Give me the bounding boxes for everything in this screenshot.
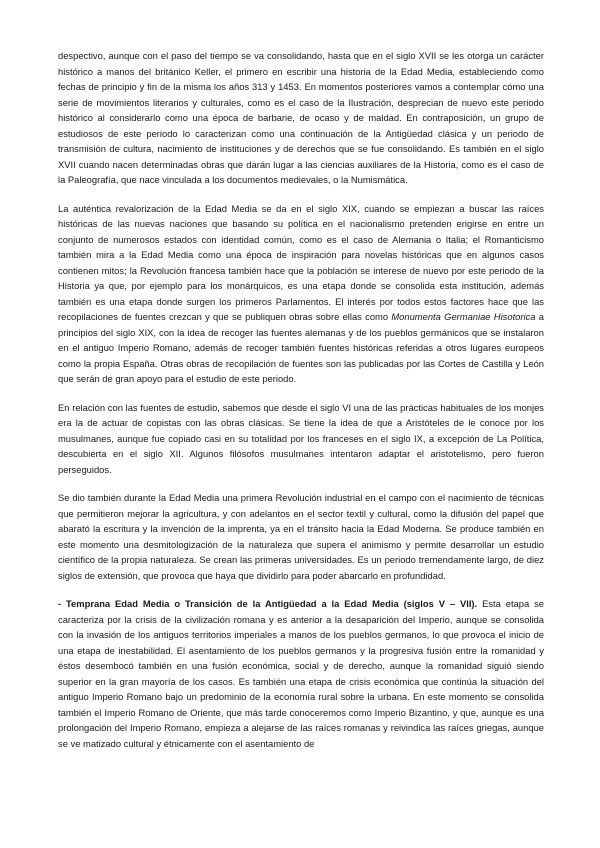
monumenta-title: Monumenta Germaniae Hisotorica — [391, 311, 536, 322]
paragraph-temprana-edad-media — [58, 596, 544, 751]
paragraph-revalorizacion-text-b: a principios del siglo XIX, con la idea de recoger las fuentes alemanas y de los pueblos germánicos que se instalaron en el antiguo Imperio Romano, además de recoger también fuentes históricas referidas a otros lugares europeos como la propia España. Otras obras de recopilación de fuentes son las publicadas por las Cortes de Castilla y León que serán de gran apoyo para el estudio de este periodo. — [58, 311, 544, 384]
paragraph-revalorizacion-text-a: La auténtica revalorización de la Edad Media se da en el siglo XIX, cuando se empiezan a buscar las raíces históricas de las nuevas naciones que basando su política en el nacionalismo pretenden erigirse en entre un conjunto de numerosos estados con identidad común, como es el caso de Alemania o Italia; el Romanticismo también mira a la Edad Media como una época de inspiración para novelas históricas que en algunos casos contienen mitos; la Revolución francesa también hace que la población se interese de nuevo por este periodo de la Historia ya que, por ejemplo para los monárquicos, es una etapa donde se consolida esta institución, además también es una etapa donde surgen los primeros Parlamentos. El interés por todos estos factores hace que las recopilaciones de fuentes crezcan y que se publiquen obras sobre ellas como — [58, 202, 544, 322]
paragraph-revalorizacion — [58, 201, 544, 387]
paragraph-fuentes: En relación con las fuentes de estudio, sabemos que desde el siglo VI una de las prácticas habituales de los monjes era la de actuar de copistas con las obras clásicas. Se tiene la idea de que a Aristóteles de le conoce por los musulmanes, aunque fue copiado casi en su totalidad por los franceses en el siglo IX, a excepción de La Política, descubierta en el siglo XII. Algunos filósofos musulmanes intentaron adaptar el aristotelismo, pero fueron perseguidos. — [58, 401, 544, 475]
paragraph-keller: despectivo, aunque con el paso del tiempo se va consolidando, hasta que en el siglo XVII se les otorga un carácter histórico a manos del británico Keller, el primero en escribir una historia de la Edad Media, estableciendo como fechas de principio y fin de la misma los años 313 y 1453. En momentos posteriores vamos a contemplar cómo una serie de movimientos literarios y culturales, como es el caso de la Ilustración, desprecian de nuevo este periodo histórico al considerarlo como una época de barbarie, de ocaso y de maldad. En contraposición, un grupo de estudiosos de este periodo lo caracterizan como una continuación de la Antigüedad clásica y un periodo de transmisión de cultura, nacimiento de instituciones y de derechos que se fue consolidando. Es también en el siglo XVII cuando nacen determinadas obras que darán lugar a las ciencias auxiliares de la Historia, como es el caso de la Paleografía, que nace vinculada a los documentos medievales, o la Numismática. — [58, 50, 544, 185]
section-heading: - Temprana Edad Media o Transición de la Antigüedad a la Edad Media (siglos V – VII). — [58, 598, 478, 609]
document-page — [58, 48, 544, 764]
paragraph-revolucion: Se dio también durante la Edad Media una primera Revolución industrial en el campo con el nacimiento de técnicas que permitieron mejorar la agricultura, y con adelantos en el sector textil y cultural, como la difusión del papel que abarató la escritura y la invención de la imprenta, ya en el tránsito hacia la Edad Moderna. Se produce también en este momento una desmitologización de la naturaleza que supera el animismo y permite desarrollar un estudio científico de la propia naturaleza. Se crean las primeras universidades. Es un periodo tremendamente largo, de diez siglos de extensión, que provoca que haya que dividirlo para poder abarcarlo en profundidad. — [58, 492, 544, 581]
section-body: Esta etapa se caracteriza por la crisis de la civilización romana y es anterior a la desaparición del Imperio, aunque se consolida con la invasión de los antiguos territorios imperiales a manos de los pueblos germanos, lo que provoca el inicio de una etapa de inestabilidad. El asentamiento de los pueblos germanos y la progresiva fusión entre la romanidad y éstos desembocó también en una fusión económica, social y de derecho, aunque la romanidad siguió siendo superior en la gran mayoría de los casos. Es también una etapa de crisis económica que continúa la situación del antiguo Imperio Romano bajo un predominio de la economía rural sobre la urbana. En este momento se consolida también el Imperio Romano de Oriente, que más tarde conoceremos como Imperio Bizantino, y que, aunque es una prolongación del Imperio Romano, empieza a alejarse de las raíces romanas y reivindica las raíces griegas, aunque se ve matizado cultural y étnicamente con el asentamiento de — [58, 598, 545, 749]
